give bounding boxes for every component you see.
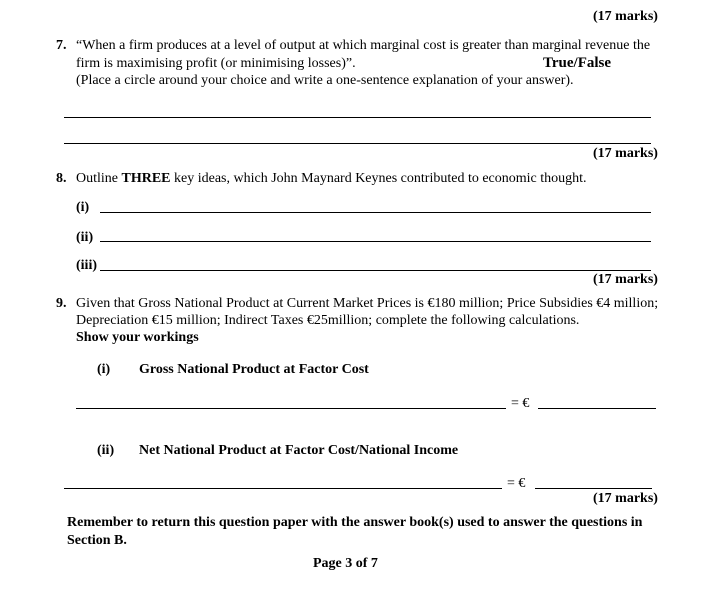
question-8-item-iii: (iii) — [76, 258, 97, 273]
question-7-line1: “When a firm produces at a level of output at which marginal cost is greater than marginal revenue the — [76, 38, 651, 53]
part-ii-number: (ii) — [97, 443, 115, 458]
answer-line[interactable] — [64, 143, 651, 144]
answer-line[interactable] — [100, 270, 651, 271]
question-7-number: 7. — [56, 38, 67, 53]
part-ii-label: Net National Product at Factor Cost/National Income — [139, 443, 459, 458]
question-9-line1: Given that Gross National Product at Current Market Prices is €180 million; Price Subsidies €4 million; — [76, 296, 659, 311]
workings-line[interactable] — [76, 408, 506, 409]
marks-label: (17 marks) — [593, 9, 658, 24]
question-8-text-after: key ideas, which John Maynard Keynes contributed to economic thought. — [170, 171, 587, 186]
marks-label: (17 marks) — [593, 272, 658, 287]
part-i-number: (i) — [97, 362, 111, 377]
equals-euro-label: = € — [511, 396, 530, 411]
reminder-line1: Remember to return this question paper with the answer book(s) used to answer the questions in — [67, 515, 643, 530]
marks-label: (17 marks) — [593, 146, 658, 161]
answer-line[interactable] — [538, 408, 656, 409]
marks-label: (17 marks) — [593, 491, 658, 506]
answer-line[interactable] — [100, 241, 651, 242]
question-9-number: 9. — [56, 296, 67, 311]
question-8-item-ii: (ii) — [76, 230, 94, 245]
page-number: Page 3 of 7 — [313, 556, 378, 571]
question-8-text — [76, 171, 587, 187]
answer-line[interactable] — [100, 212, 651, 213]
question-8-text-bold: THREE — [121, 171, 171, 186]
question-7-instruction: (Place a circle around your choice and write a one-sentence explanation of your answer). — [76, 73, 574, 88]
show-workings-label: Show your workings — [76, 330, 199, 345]
question-7-line2: firm is maximising profit (or minimising losses)”. — [76, 56, 356, 71]
workings-line[interactable] — [64, 488, 502, 489]
answer-line[interactable] — [64, 117, 651, 118]
reminder-line2: Section B. — [67, 533, 127, 548]
question-8-text-before: Outline — [76, 171, 122, 186]
question-9-line2: Depreciation €15 million; Indirect Taxes €25million; complete the following calculations. — [76, 313, 580, 328]
part-i-label: Gross National Product at Factor Cost — [139, 362, 369, 377]
true-false-choice[interactable]: True/False — [543, 55, 612, 71]
question-8-number: 8. — [56, 171, 67, 186]
question-8-item-i: (i) — [76, 200, 90, 215]
equals-euro-label: = € — [507, 476, 526, 491]
answer-line[interactable] — [535, 488, 652, 489]
